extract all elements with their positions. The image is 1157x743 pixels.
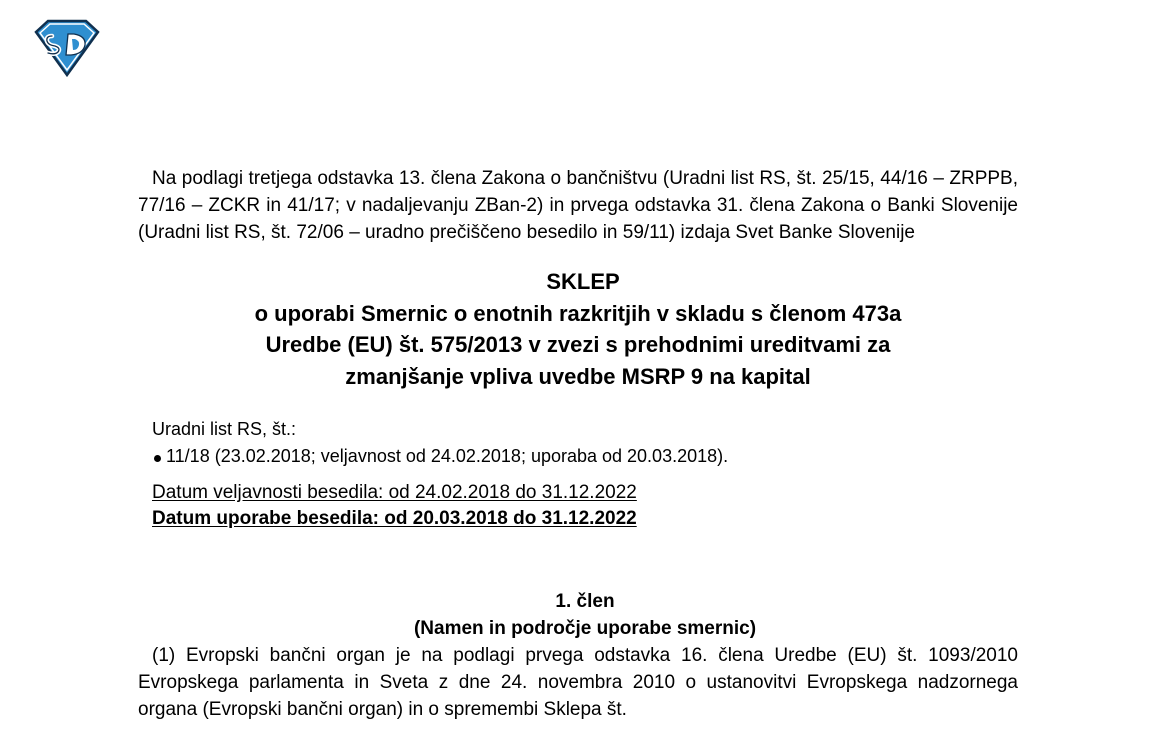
gazette-entry: 11/18 (23.02.2018; veljavnost od 24.02.2018; uporaba od 20.03.2018). (152, 443, 1018, 470)
gazette-reference (138, 416, 1018, 470)
title-block (138, 266, 1018, 392)
gazette-list (152, 443, 1018, 470)
document-body (138, 165, 1018, 723)
gazette-label: Uradni list RS, št.: (152, 419, 297, 439)
article-header (138, 588, 1018, 642)
dates-block (138, 480, 1018, 532)
use-date: Datum uporabe besedila: od 20.03.2018 do 31.12.2022 (152, 508, 637, 529)
logo (30, 18, 104, 78)
intro-paragraph: Na podlagi tretjega odstavka 13. člena Zakona o bančništvu (Uradni list RS, št. 25/15, 44/16 – ZRPPB, 77/16 – ZCKR in 41/17; v nadaljevanju ZBan-2) in prvega odstavka 31. člena Zakona o Banki Slovenije (Uradni list RS, št. 72/06 – uradno prečiščeno besedilo in 59/11) izdaja Svet Banke Slovenije (138, 168, 1018, 243)
validity-date: Datum veljavnosti besedila: od 24.02.2018 do 31.12.2022 (152, 482, 637, 503)
document-title: SKLEP (546, 269, 620, 294)
article-paragraph: (1) Evropski bančni organ je na podlagi prvega odstavka 16. člena Uredbe (EU) št. 1093/2010 Evropskega parlamenta in Sveta z dne 24. novembra 2010 o ustanovitvi Evropskega nadzornega organa (Evropski bančni organ) in o spremembi Sklepa št. (138, 645, 1018, 720)
article-heading: (Namen in področje uporabe smernic) (413, 618, 757, 639)
document-subtitle: o uporabi Smernic o enotnih razkritjih v skladu s členom 473a Uredbe (EU) št. 575/2013 v zvezi s prehodnimi ureditvami za zmanjšanje vpliva uvedbe MSRP 9 na kapital (254, 300, 902, 389)
article-number: 1. člen (555, 591, 615, 612)
